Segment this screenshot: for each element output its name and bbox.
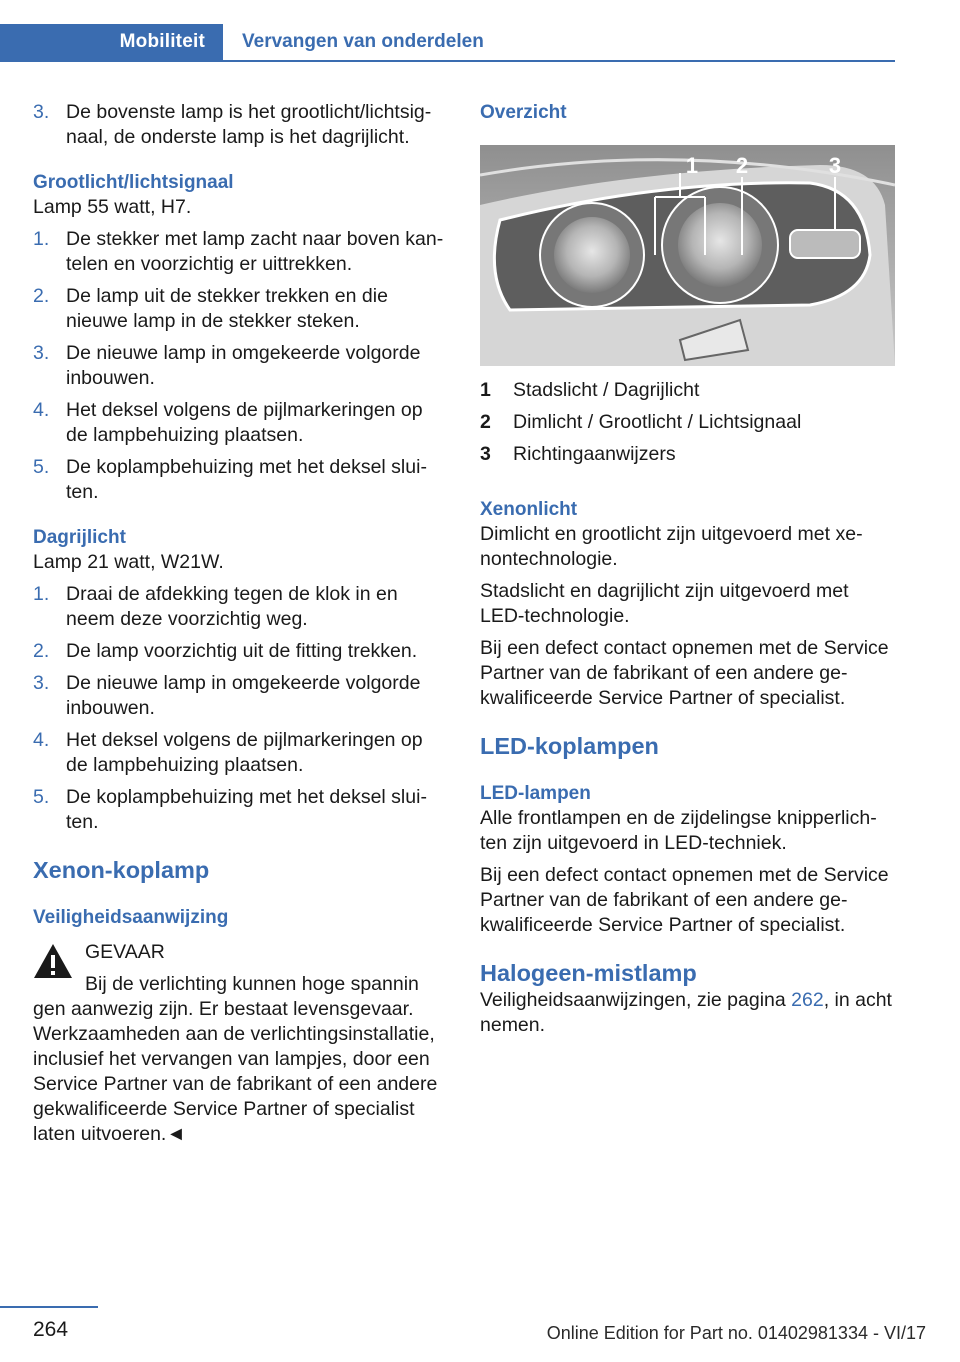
item-number: 3. xyxy=(33,672,50,694)
dagrijlicht-spec: Lamp 21 watt, W21W. xyxy=(33,551,224,573)
legend-row xyxy=(480,442,895,467)
header-rule xyxy=(0,60,895,62)
figure-label-1: 1 xyxy=(685,153,699,178)
item-number: 5. xyxy=(33,456,50,478)
halogeen-heading: Halogeen-mistlamp xyxy=(480,960,697,986)
item-number: 2. xyxy=(33,285,50,307)
item-number: 5. xyxy=(33,786,50,808)
edition-info: Online Edition for Part no. 01402981334 - VI/17 xyxy=(546,1323,926,1343)
list-item xyxy=(33,728,448,778)
warning-text-first-line: Bij de verlichting kunnen hoge spannin xyxy=(85,973,419,995)
warning-block xyxy=(33,940,448,1147)
legend-text: Stadslicht / Dagrijlicht xyxy=(513,379,700,401)
subsection-title: Vervangen van onderdelen xyxy=(242,31,484,52)
list-item xyxy=(33,455,448,505)
dagrijlicht-heading: Dagrijlicht xyxy=(33,527,126,548)
safety-heading: Veiligheidsaanwijzing xyxy=(33,907,229,928)
item-text: De stekker met lamp zacht naar boven kantelen en voorzichtig er uittrekken. xyxy=(66,228,444,275)
led-lampen-heading: LED-lampen xyxy=(480,783,591,804)
legend-row xyxy=(480,410,895,435)
warning-text: gen aanwezig zijn. Er bestaat levensgevaar. Werkzaamheden aan de verlichtingsinstallatie, inclusief het vervangen van lampjes, door een Service Partner van de fabrikant of een andere gekwalificeerde Service Partner of specialist laten uitvoeren.◄ xyxy=(33,998,438,1145)
item-number: 1. xyxy=(33,583,50,605)
item-number: 4. xyxy=(33,399,50,421)
figure-legend xyxy=(480,378,895,467)
list-item xyxy=(33,398,448,448)
legend-text: Dimlicht / Grootlicht / Lichtsignaal xyxy=(513,411,802,433)
item-text: Het deksel volgens de pijlmarkeringen op de lampbehuizing plaatsen. xyxy=(66,399,423,446)
item-text: De lamp voorzichtig uit de fitting trekken. xyxy=(66,640,418,662)
page-link-262[interactable]: 262 xyxy=(791,989,824,1011)
halogeen-text-before: Veiligheidsaanwijzingen, zie pagina xyxy=(480,989,792,1011)
item-number: 4. xyxy=(33,729,50,751)
list-item xyxy=(33,227,448,277)
xenonlicht-p2: Stadslicht en dagrijlicht zijn uitgevoerd met LED-technologie. xyxy=(480,580,849,627)
item-number: 3. xyxy=(33,101,50,123)
list-item xyxy=(33,582,448,632)
page-header xyxy=(0,0,895,62)
xenonlicht-p1: Dimlicht en grootlicht zijn uitgevoerd met xenontechnologie. xyxy=(480,523,863,570)
halogeen-text-after: , in acht nemen. xyxy=(480,989,892,1036)
page-number: 264 xyxy=(33,1318,69,1341)
footer-rule xyxy=(0,1306,98,1308)
list-item xyxy=(33,341,448,391)
item-text: Draai de afdekking tegen de klok in en neem deze voorzichtig weg. xyxy=(66,583,398,630)
section-tab: Mobiliteit xyxy=(0,24,223,60)
item-text: Het deksel volgens de pijlmarkeringen op de lampbehuizing plaatsen. xyxy=(66,729,423,776)
warning-label: GEVAAR xyxy=(85,941,165,963)
xenonlicht-p3: Bij een defect contact opnemen met de Service Partner van de fabrikant of een andere gekwalificeerde Service Partner of specialist. xyxy=(480,637,889,709)
item-text: De koplampbehuizing met het deksel sluiten. xyxy=(66,456,427,503)
headlight-figure xyxy=(480,145,895,366)
item-number: 2. xyxy=(33,640,50,662)
item-number: 1. xyxy=(33,228,50,250)
led-p2: Bij een defect contact opnemen met de Service Partner van de fabrikant of een andere gekwalificeerde Service Partner of specialist. xyxy=(480,864,889,936)
led-p1: Alle frontlampen en de zijdelingse knipperlichten zijn uitgevoerd in LED-techniek. xyxy=(480,807,877,854)
right-column xyxy=(480,100,895,1045)
dagrijlicht-steps xyxy=(33,582,448,835)
item-text: De nieuwe lamp in omgekeerde volgorde inbouwen. xyxy=(66,342,421,389)
list-item xyxy=(33,100,448,150)
intro-list xyxy=(33,100,448,150)
legend-key: 1 xyxy=(480,379,491,401)
item-number: 3. xyxy=(33,342,50,364)
legend-row xyxy=(480,378,895,403)
legend-text: Richtingaanwijzers xyxy=(513,443,676,465)
figure-label-2: 2 xyxy=(735,153,749,178)
item-text: De koplampbehuizing met het deksel sluiten. xyxy=(66,786,427,833)
list-item xyxy=(33,639,448,664)
halogeen-text xyxy=(480,988,895,1038)
list-item xyxy=(33,785,448,835)
xenon-koplamp-heading: Xenon-koplamp xyxy=(33,857,210,883)
grootlicht-steps xyxy=(33,227,448,505)
item-text: De bovenste lamp is het grootlicht/lichtsignaal, de onderste lamp is het dagrijlicht. xyxy=(66,101,432,148)
grootlicht-spec: Lamp 55 watt, H7. xyxy=(33,196,192,218)
led-koplampen-heading: LED-koplampen xyxy=(480,733,659,759)
item-text: De lamp uit de stekker trekken en die nieuwe lamp in de stekker steken. xyxy=(66,285,388,332)
item-text: De nieuwe lamp in omgekeerde volgorde inbouwen. xyxy=(66,672,421,719)
warning-triangle-icon xyxy=(33,943,73,979)
figure-label-3: 3 xyxy=(828,153,842,178)
legend-key: 3 xyxy=(480,443,491,465)
left-column xyxy=(33,100,448,1147)
grootlicht-heading: Grootlicht/lichtsignaal xyxy=(33,172,234,193)
overview-heading: Overzicht xyxy=(480,102,567,123)
legend-key: 2 xyxy=(480,411,491,433)
xenonlicht-heading: Xenonlicht xyxy=(480,499,578,520)
list-item xyxy=(33,284,448,334)
list-item xyxy=(33,671,448,721)
